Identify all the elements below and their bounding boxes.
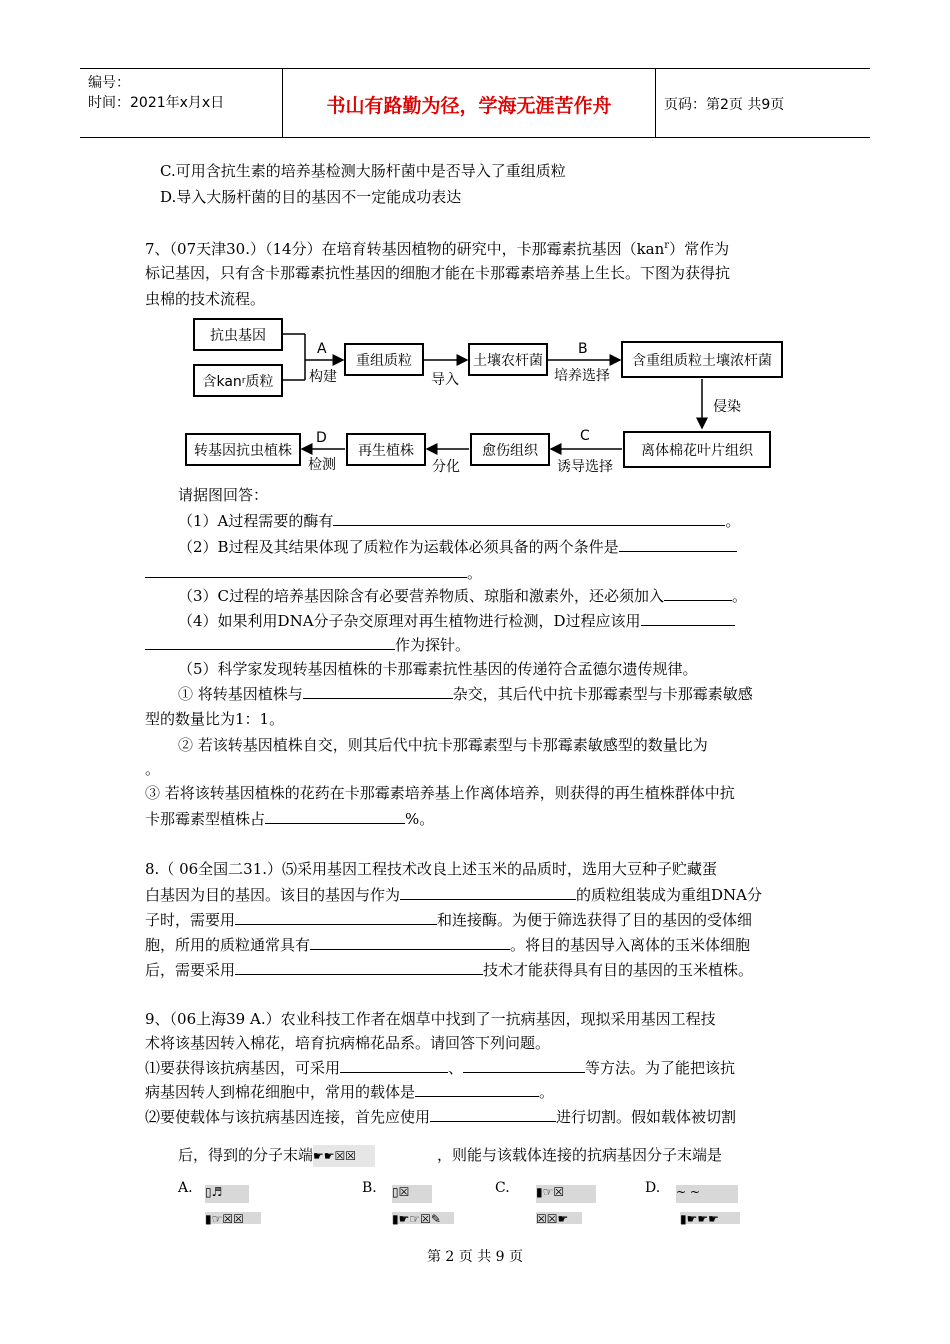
label-detect: 检测 [308, 457, 336, 473]
blank [145, 634, 395, 650]
q7-sub5b: ② 若该转基因植株自交，则其后代中抗卡那霉素型与卡那霉素敏感型的数量比为 [178, 736, 708, 754]
q8-line4: 胞，所用的质粒通常具有 。将目的基因导入离体的玉米体细胞 [145, 936, 751, 954]
q9-line5: ⑵要使载体与该抗病基因连接，首先应使用 进行切割。假如载体被切割 [145, 1108, 737, 1126]
q7-ask: 请据图回答： [178, 486, 269, 504]
option-c-glyph-bottom: ☒☒☛ [536, 1212, 582, 1224]
q7-sub3: （3）C过程的培养基因除含有必要营养物质、琼脂和激素外，还必须加入 。 [178, 587, 748, 605]
box-recombinant-plasmid: 重组质粒 [344, 343, 424, 376]
box-agro-recombinant: 含重组质粒土壤浓杆菌 [621, 341, 783, 378]
option-d-glyph-bottom: ▮☛☛☛ [680, 1212, 740, 1224]
box-callus: 愈伤组织 [470, 433, 550, 466]
label-import: 导入 [431, 372, 459, 388]
q6-option-d: D.导入大肠杆菌的目的基因不一定能成功表达 [160, 188, 462, 206]
option-c[interactable]: C. [495, 1180, 510, 1196]
blank [235, 909, 437, 925]
q7-intro-line3: 虫棉的技术流程。 [145, 290, 266, 308]
blank [641, 610, 735, 626]
page-label: 页码：第2页 共9页 [664, 97, 785, 113]
q7-intro-line2: 标记基因，只有含卡那霉素抗性基因的细胞才能在卡那霉素培养基上生长。下图为获得抗 [145, 264, 731, 282]
blank [333, 510, 725, 526]
label-infect: 侵染 [713, 399, 741, 415]
blank [664, 585, 732, 601]
q7-sub4: （4）如果利用DNA分子杂交原理对再生植物进行检测，D过程应该用 [178, 610, 735, 632]
q7-sub5c: ③ 若将该转基因植株的花药在卡那霉素培养基上作离体培养，则获得的再生植株群体中抗 [145, 784, 735, 802]
q8-line5: 后，需要采用 技术才能获得具有目的基因的玉米植株。 [145, 961, 754, 979]
q7-sub2-cont: 。 [145, 562, 482, 584]
q7-sub5a: ① 将转基因植株与 杂交，其后代中抗卡那霉素型与卡那霉素敏感 [178, 685, 753, 703]
label-differentiate: 分化 [432, 459, 460, 475]
q7-sub5b-cont: 。 [145, 760, 161, 778]
box-kan-plasmid: 含kan r 质粒 [193, 364, 283, 397]
end-glyph: ☛☛☒☒ [313, 1145, 375, 1167]
box-leaf-tissue: 离体棉花叶片组织 [623, 431, 771, 468]
label-b: B [578, 341, 588, 357]
option-b-glyph-bottom: ▮☛☞☒✎ [392, 1212, 454, 1224]
motto: 书山有路勤为径，学海无涯苦作舟 [326, 95, 612, 117]
blank [303, 683, 453, 699]
q8-line1: 8.（ 06全国二31.）⑸采用基因工程技术改良上述玉米的品质时，选用大豆种子贮藏蛋 [145, 860, 718, 878]
q9-line6: 后，得到的分子末端☛☛☒☒ ，则能与该载体连接的抗病基因分子末端是 [178, 1144, 722, 1167]
flow-arrows [0, 0, 950, 480]
option-a-glyph-top: ▯♬ [205, 1185, 249, 1203]
box-insect-gene: 抗虫基因 [193, 318, 283, 351]
q9-line2: 术将该基因转入棉花，培育抗病棉花品系。请回答下列问题。 [145, 1034, 551, 1052]
blank [415, 1081, 539, 1097]
label-a: A [317, 341, 327, 357]
label-induce-select: 诱导选择 [557, 459, 613, 475]
number-label: 编号： [88, 75, 130, 91]
option-a[interactable]: A. [178, 1180, 193, 1196]
page-footer: 第 2 页 共 9 页 [426, 1249, 524, 1265]
option-c-glyph-top: ▮☞☒ [536, 1185, 596, 1203]
q9-line3: ⑴要获得该抗病基因，可采用 、 等方法。为了能把该抗 [145, 1059, 736, 1077]
label-d: D [316, 430, 327, 446]
box-agrobacterium: 土壤农杆菌 [468, 343, 548, 376]
blank [619, 536, 737, 552]
blank [430, 1106, 556, 1122]
label-build: 构建 [309, 369, 337, 385]
q9-line1: 9、（06上海39 A.）农业科技工作者在烟草中找到了一抗病基因，现拟采用基因工程技 [145, 1010, 716, 1028]
label-c: C [580, 428, 590, 444]
q7-sub5a-cont: 型的数量比为1：1。 [145, 710, 285, 728]
q7-sub4-cont: 作为探针。 [145, 634, 470, 656]
blank [235, 959, 483, 975]
box-regenerated-plant: 再生植株 [346, 433, 426, 466]
box-transgenic-plant: 转基因抗虫植株 [185, 433, 301, 466]
date-label: 时间：2021年x月x日 [88, 95, 225, 111]
blank [310, 934, 510, 950]
blank [265, 808, 405, 824]
blank [400, 884, 576, 900]
option-a-glyph-bottom: ▮☞☒☒ [205, 1212, 261, 1224]
blank [463, 1057, 585, 1073]
q7-intro-line1: 7、（07天津30.）（14分）在培育转基因植物的研究中，卡那霉素抗基因（kan$^r$）常作为 [145, 240, 730, 258]
q7-sub2: （2）B过程及其结果体现了质粒作为运载体必须具备的两个条件是 [178, 536, 737, 558]
q7-sub1: （1）A过程需要的酶有 。 [178, 512, 741, 530]
q8-line3: 子时，需要用 和连接酶。为便于筛选获得了目的基因的受体细 [145, 911, 753, 929]
option-d[interactable]: D. [645, 1180, 661, 1196]
blank [340, 1057, 448, 1073]
q8-line2: 白基因为目的基因。该目的基因与作为 的质粒组装成为重组DNA分 [145, 886, 763, 904]
q7-sub5: （5）科学家发现转基因植株的卡那霉素抗性基因的传递符合孟德尔遗传规律。 [178, 660, 698, 678]
q6-option-c: C.可用含抗生素的培养基检测大肠杆菌中是否导入了重组质粒 [160, 162, 566, 180]
option-b-glyph-top: ▯☒ [392, 1185, 432, 1203]
label-culture-select: 培养选择 [554, 368, 610, 384]
option-b[interactable]: B. [362, 1180, 377, 1196]
q9-line4: 病基因转人到棉花细胞中，常用的载体是 。 [145, 1083, 555, 1101]
q7-sub5c-cont: 卡那霉素型植株占 %。 [145, 810, 435, 828]
blank [145, 562, 467, 578]
option-d-glyph-top: ~ ~ [676, 1185, 738, 1203]
